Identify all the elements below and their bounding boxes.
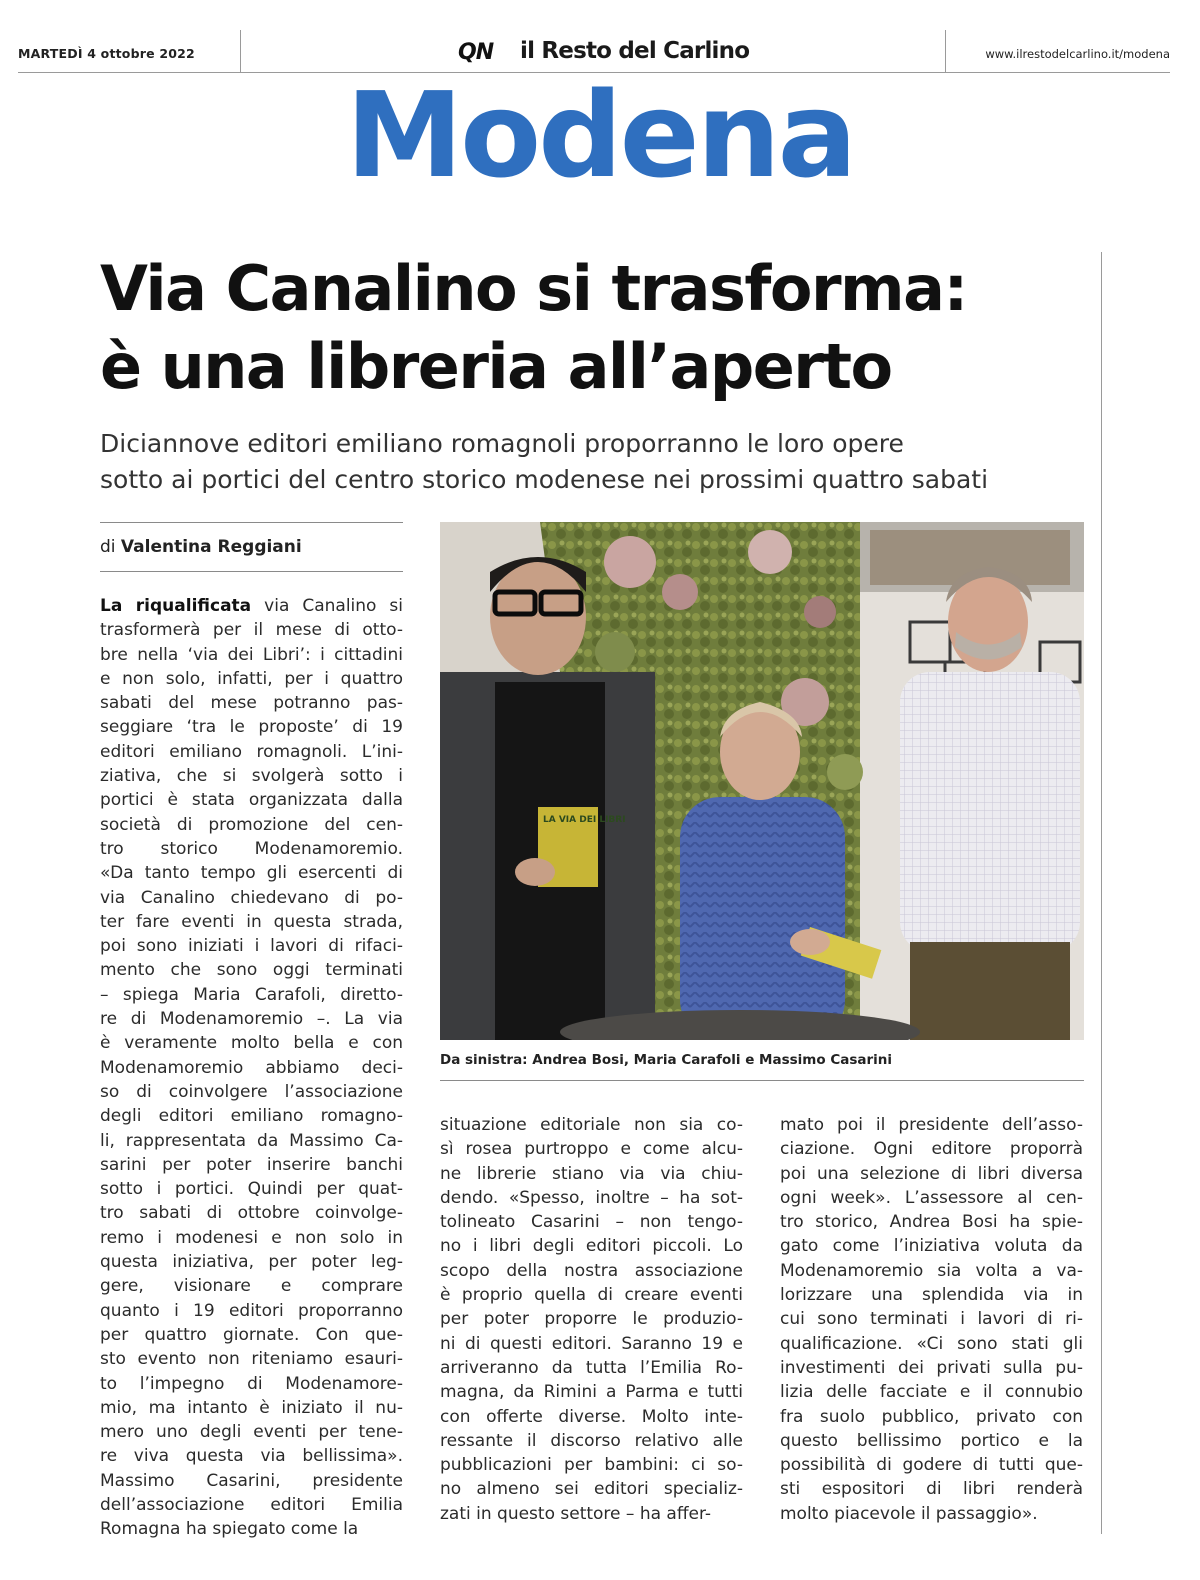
article-text-line: editori emiliano romagnoli. L’ini-: [100, 741, 403, 762]
article-text-line: ter fare eventi in questa strada,: [100, 911, 403, 932]
article-text-line: sto evento non riteniamo esauri-: [100, 1349, 403, 1370]
article-text-line: «Da tanto tempo gli esercenti di: [100, 863, 403, 884]
article-text-line: molto piacevole il passaggio».: [780, 1503, 1038, 1524]
article-text-line: cui sono terminati i lavori di ri-: [780, 1309, 1083, 1330]
article-text-line: magna, da Rimini a Parma e tutti: [440, 1382, 743, 1403]
article-column-3: [780, 1113, 1083, 1526]
article-text-line: so di coinvolgere l’associazione: [100, 1081, 403, 1102]
byline-rule-top: [100, 522, 403, 523]
masthead-divider-left: [240, 30, 241, 72]
headline-line: è una libreria all’aperto: [100, 330, 892, 403]
article-text-line: Romagna ha spiegato come la: [100, 1519, 359, 1540]
article-text-line: ogni week». L’assessore al cen-: [780, 1187, 1083, 1208]
article-text-line: qualificazione. «Ci sono stati gli: [780, 1333, 1083, 1354]
article-text-line: sabati del mese potranno pas-: [100, 693, 403, 714]
article-text-line: via Canalino chiedevano di po-: [100, 887, 403, 908]
article-text-line: to l’impegno di Modenamore-: [100, 1373, 403, 1394]
article-text-line: ne librerie stiano via via chiu-: [440, 1163, 743, 1184]
article-text-line: gato come l’iniziativa voluta da: [780, 1236, 1083, 1257]
article-text-line: sì rosea purtroppo e come alcu-: [440, 1139, 743, 1160]
article-text-line: tro storico, Andrea Bosi ha spie-: [780, 1212, 1083, 1233]
article-text-line: quanto i 19 editori proporranno: [100, 1300, 403, 1321]
article-text-line: [100, 594, 403, 618]
article-text-line: per poter proporre le produzio-: [440, 1309, 743, 1330]
article-text-line: portici è stata organizzata dalla: [100, 790, 403, 811]
article-text-line: tro storico Modenamoremio.: [100, 838, 403, 859]
article-text-line: società di promozione del cen-: [100, 814, 403, 835]
article-column-1: [100, 594, 403, 1542]
article-text-line: scopo della nostra associazione: [440, 1260, 743, 1281]
photo-illustration: [440, 522, 1084, 1040]
article-text-line: no almeno sei editori specializ-: [440, 1479, 743, 1500]
author-name: Valentina Reggiani: [120, 537, 302, 557]
article-text-line: seggiare ‘tra le proposte’ di 19: [100, 717, 403, 738]
article-text-line: sti espositori di libri renderà: [780, 1479, 1083, 1500]
article-text-line: e non solo, infatti, per i quattro: [100, 668, 403, 689]
article-text-line: questo bellissimo portico e la: [780, 1430, 1083, 1451]
section-title: Modena: [345, 66, 855, 204]
article-text-line: re di Modenamoremio –. La via: [100, 1009, 403, 1030]
article-headline: [100, 250, 1100, 406]
article-text-line: pubblicazioni per bambini: ci so-: [440, 1455, 743, 1476]
lead-in: La riqualificata: [100, 596, 252, 616]
article-text-line: dendo. «Spesso, inoltre – ha sot-: [440, 1187, 743, 1208]
section-url[interactable]: www.ilrestodelcarlino.it/modena: [985, 47, 1170, 61]
article-text-line: è veramente molto bella e con: [100, 1033, 403, 1054]
headline-line: Via Canalino si trasforma:: [100, 252, 967, 325]
article-text-line: gere, visionare e comprare: [100, 1276, 403, 1297]
article-text-line: – spiega Maria Carafoli, diretto-: [100, 984, 403, 1005]
article-text-line: Modenamoremio abbiamo deci-: [100, 1057, 403, 1078]
article-text-line: possibilità di godere di tutti que-: [780, 1455, 1083, 1476]
article-text-line: arriveranno da tutta l’Emilia Ro-: [440, 1357, 743, 1378]
masthead-divider-right: [945, 30, 946, 72]
article-text-line: ciazione. Ogni editore proporrà: [780, 1139, 1083, 1160]
article-text-line: mio, ma intanto è iniziato il nu-: [100, 1397, 403, 1418]
article-text-line: mato poi il presidente dell’asso-: [780, 1115, 1083, 1135]
article-text-line: investimenti dei privati sulla pu-: [780, 1357, 1083, 1378]
article-text-line: lorizzare una splendida via in: [780, 1285, 1083, 1306]
article-text-line: mento che sono oggi terminati: [100, 960, 403, 981]
article-photo: [440, 522, 1084, 1040]
issue-date: MARTEDÌ 4 ottobre 2022: [18, 46, 195, 61]
newspaper-logo[interactable]: [458, 36, 758, 66]
article-text-line: questa iniziativa, per poter leg-: [100, 1252, 403, 1273]
byline: [100, 537, 302, 557]
leaflet-title: LA VIA DEI LIBRI: [543, 815, 626, 825]
article-text-line: sarini per poter inserire banchi: [100, 1154, 403, 1175]
article-text-line: situazione editoriale non sia co-: [440, 1115, 743, 1135]
article-subheadline: [100, 426, 1090, 498]
article-text-line: ni di questi editori. Saranno 19 e: [440, 1333, 743, 1354]
article-text-line: fra suolo pubblico, privato con: [780, 1406, 1083, 1427]
byline-rule-bottom: [100, 571, 403, 572]
article-text-line: tro sabati di ottobre coinvolge-: [100, 1203, 403, 1224]
article-text-line: remo i modenesi e non solo in: [100, 1227, 403, 1248]
subheadline-line: sotto ai portici del centro storico modenese nei prossimi quattro sabati: [100, 465, 989, 494]
article-text-line: degli editori emiliano romagno-: [100, 1106, 403, 1127]
article-text-line: con offerte diverse. Molto inte-: [440, 1406, 743, 1427]
article-text-line: bre nella ‘via dei Libri’: i cittadini: [100, 644, 403, 665]
article-text-line: poi una selezione di libri diversa: [780, 1163, 1083, 1184]
article-text-line: tolineato Casarini – non tengo-: [440, 1212, 743, 1233]
article-text-line: li, rappresentata da Massimo Ca-: [100, 1130, 403, 1151]
article-text-line: zati in questo settore – ha affer-: [440, 1503, 712, 1524]
article-text-line: è proprio quella di creare eventi: [440, 1285, 743, 1306]
right-column-rule: [1101, 252, 1102, 1534]
byline-prefix: di: [100, 537, 116, 557]
caption-rule: [440, 1080, 1084, 1081]
article-text-line: Massimo Casarini, presidente: [100, 1470, 403, 1491]
subheadline-line: Diciannove editori emiliano romagnoli proporranno le loro opere: [100, 429, 904, 458]
article-text-line: re viva questa via bellissima».: [100, 1446, 403, 1467]
article-text-line: ziativa, che si svolgerà sotto i: [100, 766, 403, 787]
photo-caption: Da sinistra: Andrea Bosi, Maria Carafoli e Massimo Casarini: [440, 1052, 893, 1068]
article-text-line: poi sono iniziati i lavori di rifaci-: [100, 936, 403, 957]
article-text-line: mero uno degli eventi per tene-: [100, 1422, 403, 1443]
newspaper-name: il Resto del Carlino: [520, 38, 750, 64]
article-text-line: per quattro giornate. Con que-: [100, 1324, 403, 1345]
article-text-line: no i libri degli editori piccoli. Lo: [440, 1236, 743, 1257]
qn-logo: QN: [458, 40, 494, 65]
article-text-line: Modenamoremio sia volta a va-: [780, 1260, 1083, 1281]
article-text-line: trasformerà per il mese di otto-: [100, 620, 403, 641]
article-text-line: ressante il discorso relativo alle: [440, 1430, 743, 1451]
article-text-line: lizia delle facciate e il connubio: [780, 1382, 1083, 1403]
article-text-fragment: via Canalino si: [251, 596, 403, 616]
article-column-2: [440, 1113, 743, 1526]
article-text-line: sotto i portici. Quindi per quat-: [100, 1179, 403, 1200]
article-text-line: dell’associazione editori Emilia: [100, 1494, 403, 1515]
